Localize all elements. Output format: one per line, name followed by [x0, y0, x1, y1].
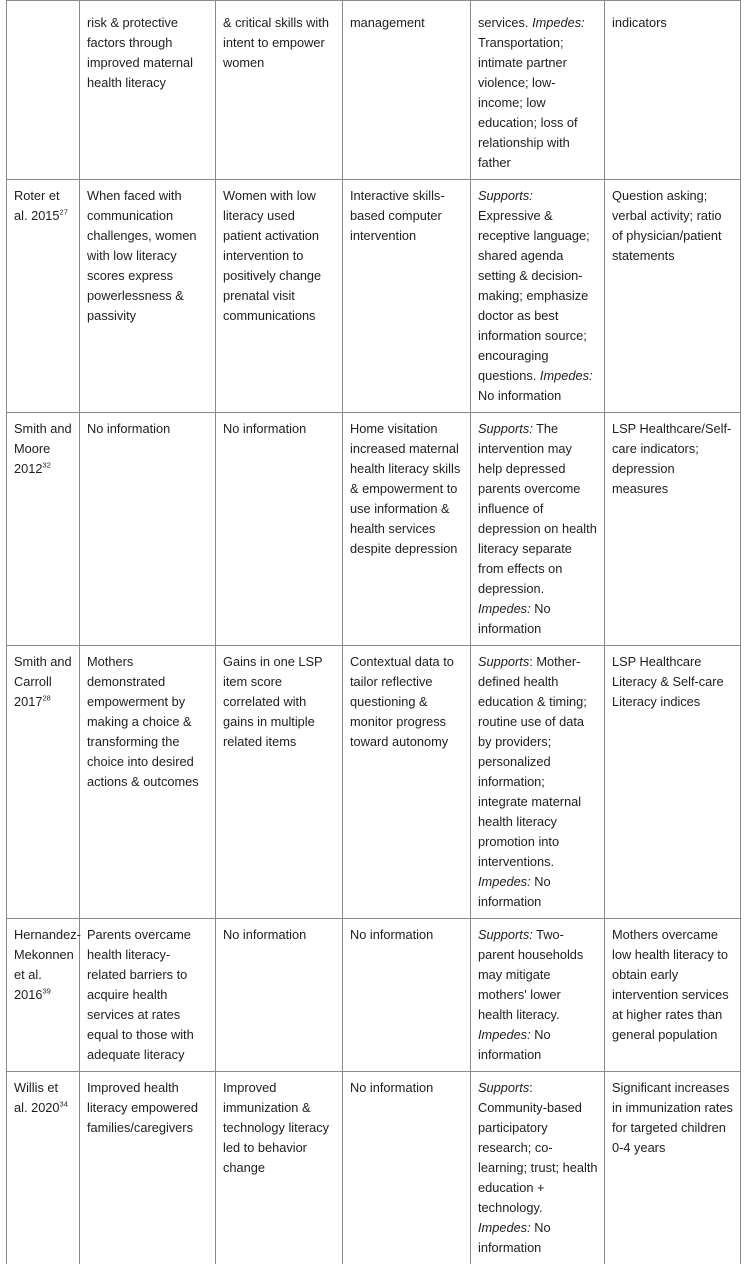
supports-label: Supports: [478, 421, 533, 436]
supports-text: Expressive & receptive language; shared agenda setting & decision-making; emphasize doctor as best information source; encouraging questions. [478, 208, 590, 383]
supports-impedes-cell [471, 919, 605, 1072]
table-cell: No information [216, 919, 343, 1072]
table-cell: Women with low literacy used patient activation intervention to positively change prenatal visit communications [216, 180, 343, 413]
supports-label: Supports [478, 654, 529, 669]
study-cell [7, 180, 80, 413]
table-cell: No information [343, 1072, 471, 1264]
impedes-label: Impedes: [478, 601, 531, 616]
table-row [7, 180, 741, 413]
supports-text: Two-parent households may mitigate mothers' lower health literacy. [478, 927, 583, 1022]
study-cell [7, 919, 80, 1072]
study-ref: 28 [42, 694, 50, 703]
impedes-label: Impedes: [540, 368, 593, 383]
table-cell: Improved immunization & technology literacy led to behavior change [216, 1072, 343, 1264]
supports-impedes-cell [471, 1072, 605, 1264]
study-name: Smith and Moore 2012 [14, 421, 72, 476]
supports-text: : Community-based participatory research; co-learning; trust; health education + technology. [478, 1080, 598, 1215]
table-cell: Question asking; verbal activity; ratio of physician/patient statements [605, 180, 741, 413]
table-cell: indicators [605, 1, 741, 180]
study-name: Smith and Carroll 2017 [14, 654, 72, 709]
supports-text: The intervention may help depressed parents overcome influence of depression on health literacy separate from effects on depression. [478, 421, 597, 596]
table-cell: Home visitation increased maternal health literacy skills & empowerment to use information & health services despite depression [343, 413, 471, 646]
table-cell: Parents overcame health literacy-related barriers to acquire health services at rates equal to those with adequate literacy [80, 919, 216, 1072]
impedes-label: Impedes: [478, 874, 531, 889]
study-cell [7, 1, 80, 180]
supports-text: services. [478, 15, 529, 30]
table-cell: Mothers overcame low health literacy to obtain early intervention services at higher rates than general population [605, 919, 741, 1072]
document-page [6, 0, 740, 1264]
table-cell: risk & protective factors through improved maternal health literacy [80, 1, 216, 180]
table-cell: Significant increases in immunization rates for targeted children 0-4 years [605, 1072, 741, 1264]
table-cell: Contextual data to tailor reflective questioning & monitor progress toward autonomy [343, 646, 471, 919]
table-row [7, 1, 741, 180]
study-cell [7, 413, 80, 646]
study-ref: 27 [60, 208, 68, 217]
supports-label: Supports: [478, 927, 533, 942]
table-cell: Gains in one LSP item score correlated with gains in multiple related items [216, 646, 343, 919]
impedes-text: No information [478, 1027, 551, 1062]
table-cell: When faced with communication challenges, women with low literacy scores express powerlessness & passivity [80, 180, 216, 413]
table-row [7, 919, 741, 1072]
impedes-text: No information [478, 388, 561, 403]
supports-label: Supports [478, 1080, 529, 1095]
table-cell: No information [216, 413, 343, 646]
table-cell: No information [80, 413, 216, 646]
supports-label: Supports: [478, 188, 533, 203]
impedes-text: No information [478, 601, 551, 636]
table-cell: management [343, 1, 471, 180]
impedes-label: Impedes: [478, 1220, 531, 1235]
impedes-text: Transportation; intimate partner violence; low-income; low education; loss of relationship with father [478, 35, 578, 170]
study-name: Hernandez-Mekonnen et al. 2016 [14, 927, 81, 1002]
table-cell: & critical skills with intent to empower women [216, 1, 343, 180]
supports-impedes-cell [471, 413, 605, 646]
table-cell: Interactive skills-based computer intervention [343, 180, 471, 413]
study-ref: 39 [42, 987, 50, 996]
supports-impedes-cell [471, 1, 605, 180]
table-cell: LSP Healthcare/Self-care indicators; depression measures [605, 413, 741, 646]
table-cell: No information [343, 919, 471, 1072]
table-cell: LSP Healthcare Literacy & Self-care Literacy indices [605, 646, 741, 919]
study-name: Willis et al. 2020 [14, 1080, 60, 1115]
supports-text: : Mother-defined health education & timing; routine use of data by providers; personalized information; integrate maternal health literacy promotion into interventions. [478, 654, 587, 869]
evidence-table [6, 0, 741, 1264]
table-cell: Improved health literacy empowered families/caregivers [80, 1072, 216, 1264]
table-cell: Mothers demonstrated empowerment by making a choice & transforming the choice into desired actions & outcomes [80, 646, 216, 919]
table-row [7, 646, 741, 919]
supports-impedes-cell [471, 646, 605, 919]
impedes-label: Impedes: [532, 15, 585, 30]
study-name: Roter et al. 2015 [14, 188, 60, 223]
study-cell [7, 1072, 80, 1264]
impedes-text: No information [478, 1220, 551, 1255]
impedes-label: Impedes: [478, 1027, 531, 1042]
impedes-text: No information [478, 874, 551, 909]
study-ref: 34 [60, 1100, 68, 1109]
table-row [7, 413, 741, 646]
study-ref: 32 [42, 461, 50, 470]
study-cell [7, 646, 80, 919]
table-row [7, 1072, 741, 1264]
supports-impedes-cell [471, 180, 605, 413]
